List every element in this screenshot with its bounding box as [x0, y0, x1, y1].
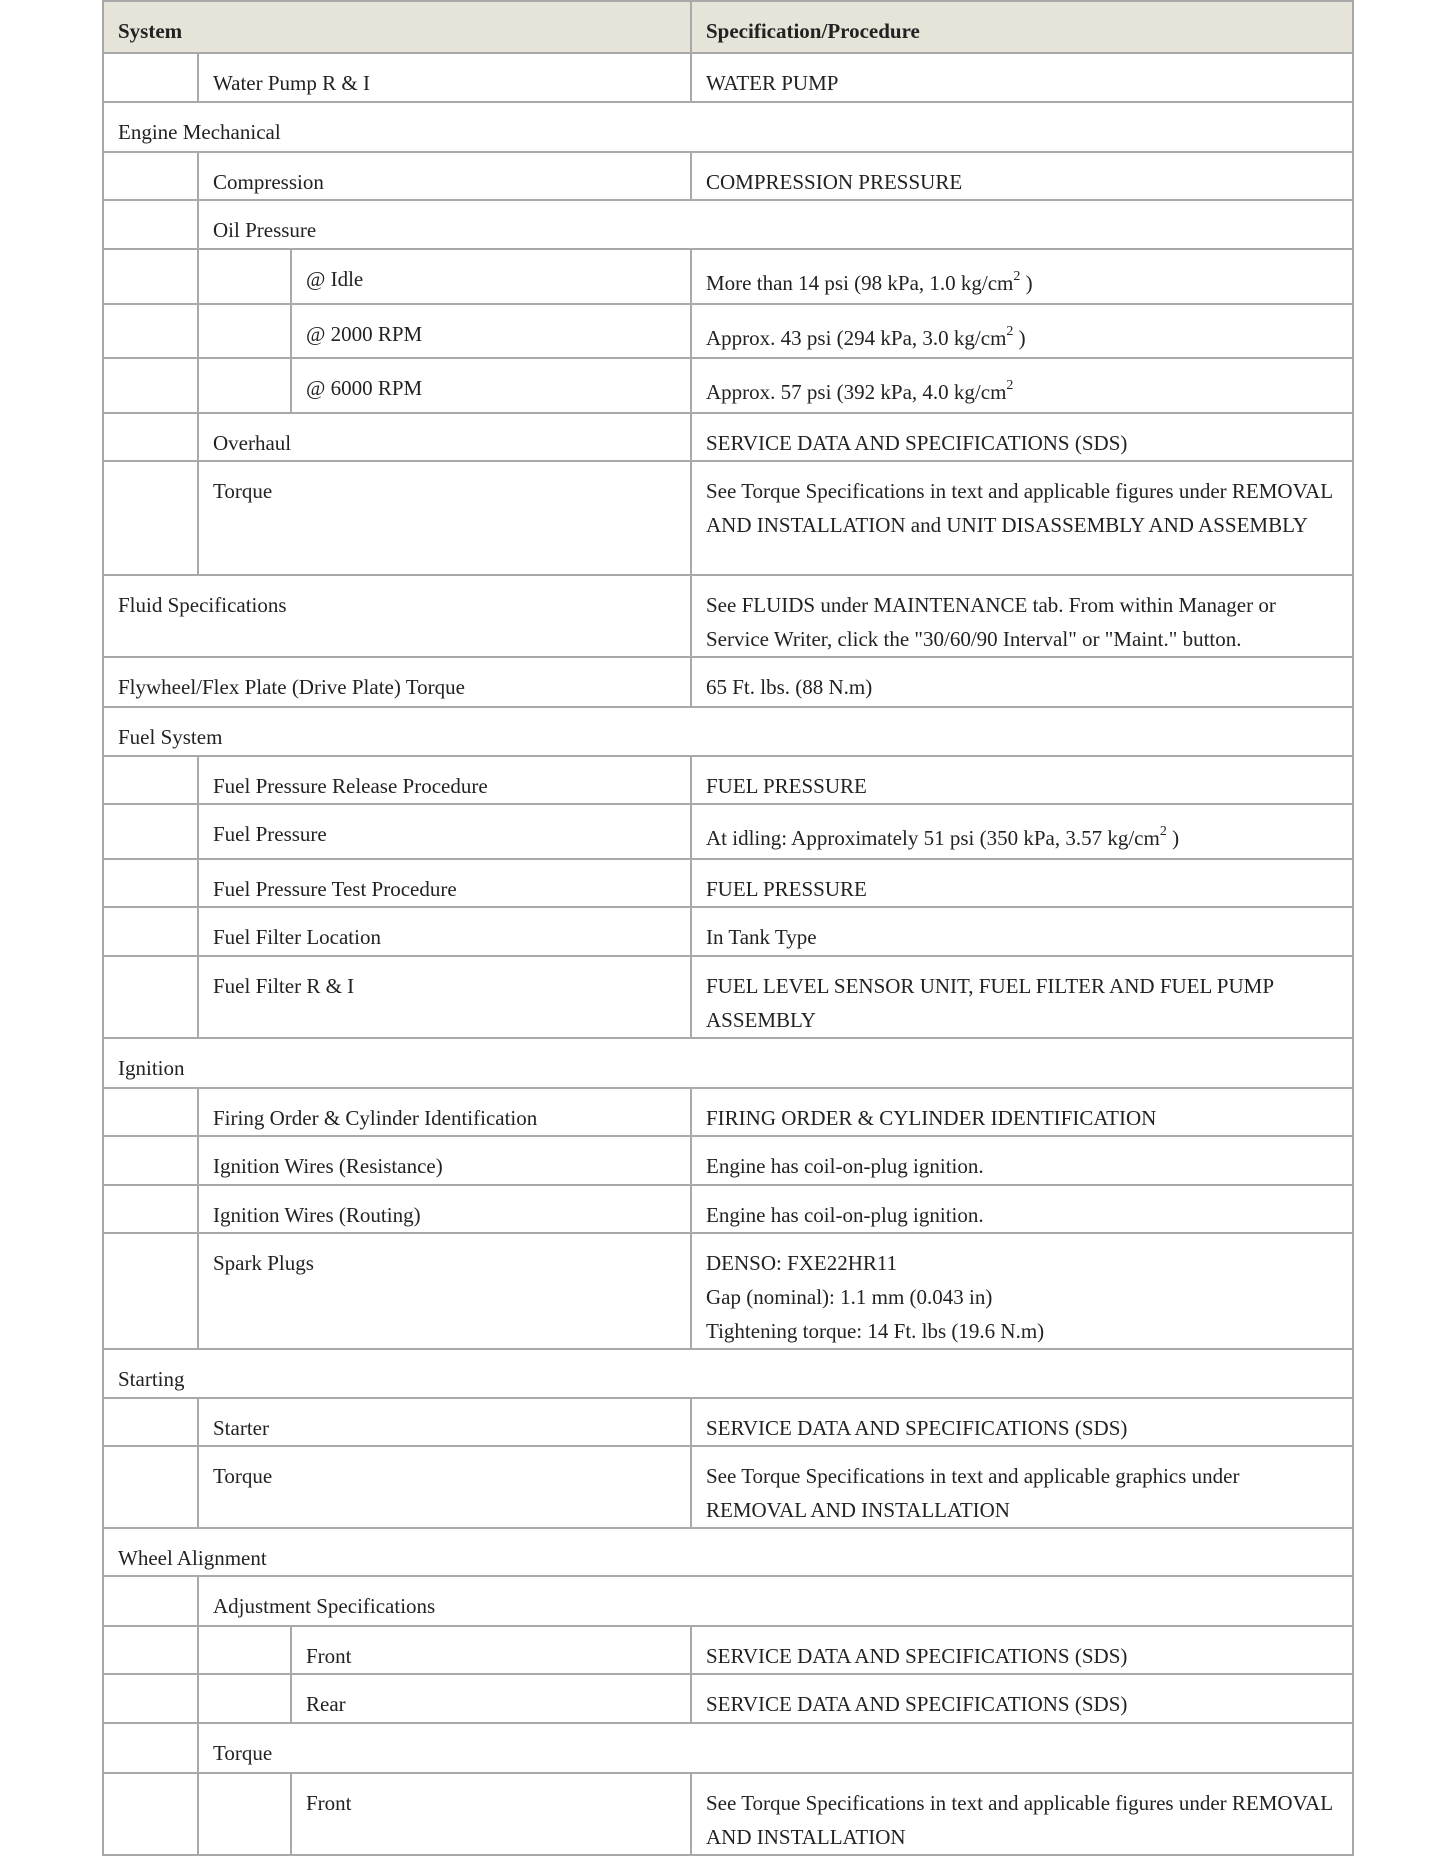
row-label: Front: [291, 1773, 691, 1855]
value-text: At idling: Approximately 51 psi (350 kPa, 3.57 kg/cm: [706, 826, 1160, 850]
table-row: [103, 53, 1353, 102]
superscript: 2: [1006, 378, 1014, 393]
row-label: Fluid Specifications: [103, 575, 691, 657]
row-label: Fuel Pressure Test Procedure: [198, 859, 691, 907]
subsection-row: [103, 1723, 1353, 1773]
indent-cell: [103, 859, 198, 907]
row-label: @ Idle: [291, 249, 691, 304]
table-row: [103, 304, 1353, 358]
table-row: [103, 859, 1353, 907]
indent-cell: [103, 1674, 198, 1723]
row-label: Fuel Pressure Release Procedure: [198, 756, 691, 804]
row-value: FIRING ORDER & CYLINDER IDENTIFICATION: [691, 1088, 1353, 1136]
indent-cell: [198, 1626, 291, 1674]
row-label: Torque: [198, 461, 691, 575]
row-value: See Torque Specifications in text and applicable figures under REMOVAL AND INSTALLATION and UNIT DISASSEMBLY AND ASSEMBLY: [691, 461, 1353, 575]
row-label: Water Pump R & I: [198, 53, 691, 102]
table-row: [103, 1185, 1353, 1233]
table-row: [103, 1446, 1353, 1528]
section-row: [103, 1528, 1353, 1576]
table-row: [103, 1088, 1353, 1136]
indent-cell: [103, 304, 198, 358]
subsection-label: Oil Pressure: [198, 200, 1353, 249]
specifications-table: [102, 0, 1354, 1856]
row-label: Rear: [291, 1674, 691, 1723]
row-value: SERVICE DATA AND SPECIFICATIONS (SDS): [691, 1626, 1353, 1674]
table-row: [103, 461, 1353, 575]
table-row: [103, 804, 1353, 859]
table-row: [103, 1398, 1353, 1446]
row-value: SERVICE DATA AND SPECIFICATIONS (SDS): [691, 413, 1353, 461]
row-label: Fuel Pressure: [198, 804, 691, 859]
indent-cell: [103, 461, 198, 575]
section-label: Engine Mechanical: [103, 102, 1353, 152]
section-label: Fuel System: [103, 707, 1353, 756]
indent-cell: [103, 1626, 198, 1674]
table-row: [103, 152, 1353, 200]
indent-cell: [103, 358, 198, 413]
indent-cell: [103, 756, 198, 804]
row-value: See FLUIDS under MAINTENANCE tab. From within Manager or Service Writer, click the "30/60/90 Interval" or "Maint." button.: [691, 575, 1353, 657]
row-label: Flywheel/Flex Plate (Drive Plate) Torque: [103, 657, 691, 707]
row-value: 65 Ft. lbs. (88 N.m): [691, 657, 1353, 707]
value-tail: ): [1013, 326, 1026, 350]
row-label: Front: [291, 1626, 691, 1674]
indent-cell: [103, 1233, 198, 1349]
indent-cell: [198, 358, 291, 413]
indent-cell: [103, 413, 198, 461]
row-label: @ 2000 RPM: [291, 304, 691, 358]
section-row: [103, 102, 1353, 152]
indent-cell: [198, 249, 291, 304]
superscript: 2: [1159, 824, 1167, 839]
row-value: [691, 358, 1353, 413]
indent-cell: [103, 249, 198, 304]
indent-cell: [198, 304, 291, 358]
spark-plug-line: Tightening torque: 14 Ft. lbs (19.6 N.m): [706, 1319, 1045, 1343]
indent-cell: [103, 956, 198, 1038]
row-label: Torque: [198, 1446, 691, 1528]
row-label: Ignition Wires (Routing): [198, 1185, 691, 1233]
table-row: [103, 575, 1353, 657]
indent-cell: [103, 1088, 198, 1136]
row-label: Fuel Filter Location: [198, 907, 691, 956]
table-row: [103, 907, 1353, 956]
row-value: [691, 249, 1353, 304]
indent-cell: [198, 1773, 291, 1855]
table-row: [103, 413, 1353, 461]
row-value: [691, 304, 1353, 358]
row-value: [691, 1233, 1353, 1349]
row-value: COMPRESSION PRESSURE: [691, 152, 1353, 200]
value-text: More than 14 psi (98 kPa, 1.0 kg/cm: [706, 271, 1014, 295]
indent-cell: [103, 1446, 198, 1528]
row-value: Engine has coil-on-plug ignition.: [691, 1136, 1353, 1185]
row-value: In Tank Type: [691, 907, 1353, 956]
subsection-row: [103, 1576, 1353, 1626]
row-value: SERVICE DATA AND SPECIFICATIONS (SDS): [691, 1674, 1353, 1723]
section-row: [103, 707, 1353, 756]
table-row: [103, 1626, 1353, 1674]
indent-cell: [103, 1576, 198, 1626]
value-tail: ): [1166, 826, 1180, 850]
section-row: [103, 1038, 1353, 1088]
indent-cell: [103, 1136, 198, 1185]
table-row: [103, 1773, 1353, 1855]
subsection-label: Adjustment Specifications: [198, 1576, 1353, 1626]
table-row: [103, 756, 1353, 804]
row-value: Engine has coil-on-plug ignition.: [691, 1185, 1353, 1233]
indent-cell: [103, 53, 198, 102]
row-value: WATER PUMP: [691, 53, 1353, 102]
spark-plug-line: DENSO: FXE22HR11: [706, 1251, 898, 1275]
row-label: Compression: [198, 152, 691, 200]
row-label: @ 6000 RPM: [291, 358, 691, 413]
row-label: Firing Order & Cylinder Identification: [198, 1088, 691, 1136]
section-label: Ignition: [103, 1038, 1353, 1088]
row-value: [691, 804, 1353, 859]
table-row: [103, 956, 1353, 1038]
header-system: System: [103, 1, 691, 53]
row-label: Spark Plugs: [198, 1233, 691, 1349]
row-label: Starter: [198, 1398, 691, 1446]
table-row: [103, 657, 1353, 707]
section-label: Wheel Alignment: [103, 1528, 1353, 1576]
indent-cell: [103, 1398, 198, 1446]
row-label: Ignition Wires (Resistance): [198, 1136, 691, 1185]
row-label: Overhaul: [198, 413, 691, 461]
table-row: [103, 1674, 1353, 1723]
spark-plug-line: Gap (nominal): 1.1 mm (0.043 in): [706, 1285, 993, 1309]
indent-cell: [198, 1674, 291, 1723]
section-label: Starting: [103, 1349, 1353, 1398]
row-value: SERVICE DATA AND SPECIFICATIONS (SDS): [691, 1398, 1353, 1446]
table-row: [103, 1233, 1353, 1349]
row-value: FUEL PRESSURE: [691, 756, 1353, 804]
subsection-label: Torque: [198, 1723, 1353, 1773]
header-specification: Specification/Procedure: [691, 1, 1353, 53]
row-value: FUEL LEVEL SENSOR UNIT, FUEL FILTER AND FUEL PUMP ASSEMBLY: [691, 956, 1353, 1038]
table-row: [103, 249, 1353, 304]
indent-cell: [103, 1723, 198, 1773]
value-text: Approx. 57 psi (392 kPa, 4.0 kg/cm: [706, 380, 1007, 404]
table-row: [103, 1136, 1353, 1185]
section-row: [103, 1349, 1353, 1398]
table-row: [103, 358, 1353, 413]
superscript: 2: [1006, 324, 1014, 339]
row-label: Fuel Filter R & I: [198, 956, 691, 1038]
indent-cell: [103, 1773, 198, 1855]
value-text: Approx. 43 psi (294 kPa, 3.0 kg/cm: [706, 326, 1007, 350]
value-tail: ): [1020, 271, 1033, 295]
row-value: FUEL PRESSURE: [691, 859, 1353, 907]
indent-cell: [103, 907, 198, 956]
row-value: See Torque Specifications in text and applicable figures under REMOVAL AND INSTALLATION: [691, 1773, 1353, 1855]
indent-cell: [103, 1185, 198, 1233]
row-value: See Torque Specifications in text and applicable graphics under REMOVAL AND INSTALLATION: [691, 1446, 1353, 1528]
subsection-row: [103, 200, 1353, 249]
superscript: 2: [1013, 269, 1021, 284]
indent-cell: [103, 804, 198, 859]
indent-cell: [103, 200, 198, 249]
indent-cell: [103, 152, 198, 200]
table-header-row: [103, 1, 1353, 53]
